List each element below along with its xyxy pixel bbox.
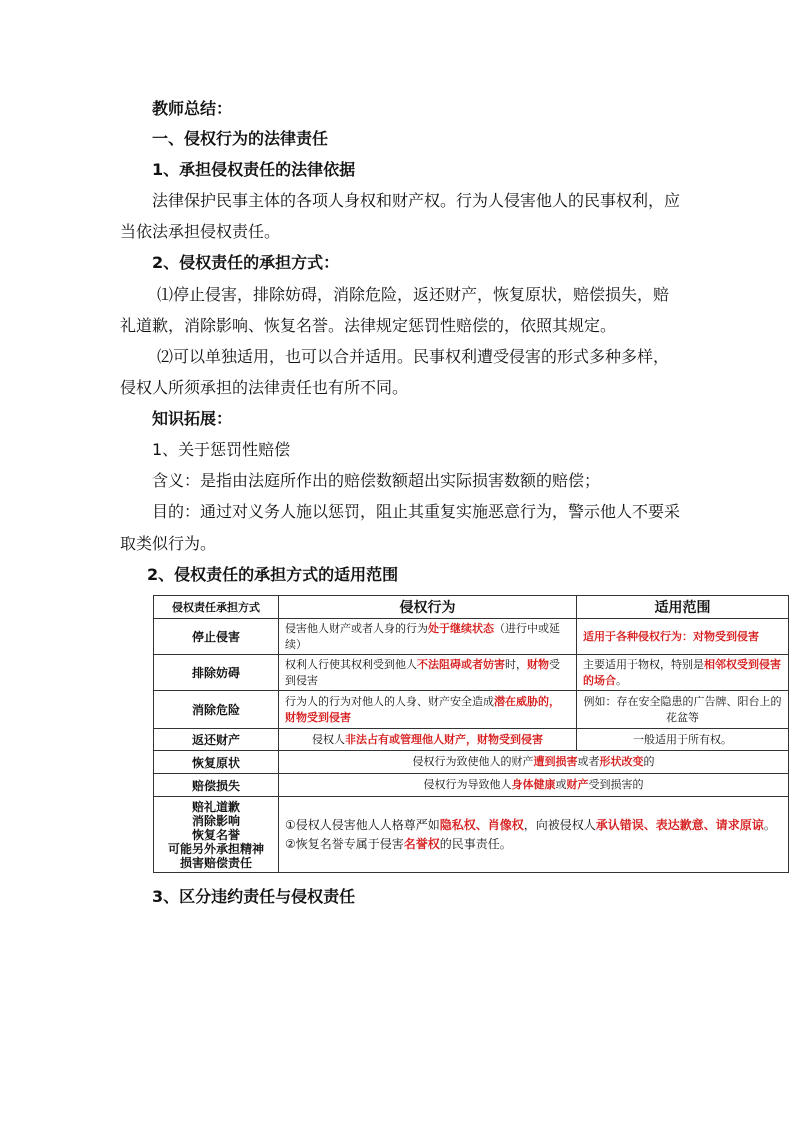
text-segment: 行为人的行为对他人的人身、财产安全造成 <box>285 694 494 708</box>
text-segment: 或 <box>555 778 567 791</box>
sub-heading-legal-basis: 1、承担侵权责任的法律依据 <box>152 160 356 179</box>
highlight-text: 遭到损害 <box>533 755 578 768</box>
highlight-text: 名誉权 <box>403 836 440 851</box>
label-line: 损害赔偿责任 <box>179 855 252 870</box>
act-cell <box>279 691 577 729</box>
highlight-text: 财产 <box>566 778 589 791</box>
text-segment: ，向被侵权人 <box>523 817 596 832</box>
paragraph-1-line-2: 当依法承担侵权责任。 <box>120 222 281 241</box>
text-segment: 。 <box>763 817 776 832</box>
label-line: 恢复名誉 <box>191 827 240 842</box>
text-segment: ②恢复名誉专属于侵害 <box>285 836 404 851</box>
merged-line-2 <box>285 835 782 854</box>
text-segment: 受到侵害 <box>285 657 560 687</box>
highlight-text: 形状改变 <box>599 755 644 768</box>
row-label: 消除危险 <box>154 691 279 729</box>
highlight-text: 非法占有或管理他人财产，财物受到侵害 <box>345 732 543 746</box>
extension-meaning: 含义：是指由法庭所作出的赔偿数额超出实际损害数额的赔偿； <box>152 471 601 490</box>
merged-cell <box>279 751 789 774</box>
section-heading-1: 一、侵权行为的法律责任 <box>152 129 329 148</box>
highlight-text: 相邻权受到侵害的场合 <box>583 657 781 687</box>
label-line: 赔礼道歉 <box>191 799 240 814</box>
highlight-text: 潜在威胁的，财物受到侵害 <box>285 694 560 724</box>
extension-item-1: 1、关于惩罚性赔偿 <box>152 440 291 459</box>
text-segment: 或者 <box>577 755 600 768</box>
text-segment: 的 <box>643 755 655 768</box>
header-method: 侵权责任承担方式 <box>154 596 279 619</box>
knowledge-extension-heading: 知识拓展： <box>152 409 233 428</box>
text-segment: ①侵权人侵害他人人格尊严如 <box>285 817 440 832</box>
liability-table <box>153 595 789 873</box>
paragraph-3-line-1: ⑵可以单独适用，也可以合并适用。民事权利遭受侵害的形式多种多样， <box>157 347 670 366</box>
highlight-text: 财物 <box>527 657 549 671</box>
text-segment: 的民事责任。 <box>439 836 512 851</box>
merged-line-1 <box>285 816 782 835</box>
text-segment: 一般适用于所有权。 <box>633 732 732 746</box>
label-line: 可能另外承担精神 <box>167 841 264 856</box>
act-cell <box>279 619 577 655</box>
table-row <box>154 729 789 751</box>
scope-cell <box>577 655 789 691</box>
extension-purpose-line-2: 取类似行为。 <box>120 534 217 553</box>
row-label: 停止侵害 <box>154 619 279 655</box>
sub-heading-methods: 2、侵权责任的承担方式： <box>152 253 340 272</box>
table-row <box>154 691 789 729</box>
text-segment: 例如：存在安全隐患的广告牌、阳台上的花盆等 <box>583 694 782 724</box>
table-header-row <box>154 596 789 619</box>
highlight-text: 不法阻碍或者妨害 <box>417 657 505 671</box>
highlight-text: 处于继续状态 <box>428 621 494 635</box>
paragraph-2-line-1: ⑴停止侵害，排除妨碍，消除危险，返还财产，恢复原状，赔偿损失，赔 <box>157 285 670 304</box>
text-segment: 侵害他人财产或者人身的行为 <box>285 621 428 635</box>
table-row <box>154 655 789 691</box>
highlight-text: 承认错误、表达歉意、请求原谅 <box>595 817 764 832</box>
text-segment: 时， <box>505 657 527 671</box>
label-line: 消除影响 <box>191 813 240 828</box>
row-label-multi <box>154 797 279 873</box>
row-label: 返还财产 <box>154 729 279 751</box>
text-segment: 受到损害的 <box>588 778 644 791</box>
text-segment: 主要适用于物权，特别是 <box>583 657 704 671</box>
paragraph-3-line-2: 侵权人所须承担的法律责任也有所不同。 <box>120 378 409 397</box>
scope-cell <box>577 729 789 751</box>
row-label: 排除妨碍 <box>154 655 279 691</box>
act-cell <box>279 655 577 691</box>
scope-cell <box>577 619 789 655</box>
header-act: 侵权行为 <box>279 596 577 619</box>
merged-cell <box>279 774 789 797</box>
text-segment: 。 <box>616 673 627 687</box>
highlight-text: 隐私权、肖像权 <box>439 817 524 832</box>
teacher-summary-heading: 教师总结： <box>152 99 233 118</box>
table-title: 2、侵权责任的承担方式的适用范围 <box>147 565 399 584</box>
paragraph-2-line-2: 礼道歉，消除影响、恢复名誉。法律规定惩罚性赔偿的，依照其规定。 <box>120 316 617 335</box>
merged-cell <box>279 797 789 873</box>
table-row <box>154 619 789 655</box>
text-segment: 侵权行为致使他人的财产 <box>412 755 534 768</box>
paragraph-1-line-1: 法律保护民事主体的各项人身权和财产权。行为人侵害他人的民事权利，应 <box>152 191 681 210</box>
scope-cell <box>577 691 789 729</box>
table-row <box>154 797 789 873</box>
text-segment: 权利人行使其权利受到他人 <box>285 657 417 671</box>
highlight-text: 适用于各种侵权行为：对物受到侵害 <box>583 629 759 643</box>
highlight-text: 身体健康 <box>511 778 556 791</box>
row-label: 赔偿损失 <box>154 774 279 797</box>
extension-purpose-line-1: 目的：通过对义务人施以惩罚，阻止其重复实施恶意行为，警示他人不要采 <box>152 502 681 521</box>
header-scope: 适用范围 <box>577 596 789 619</box>
text-segment: （进行中或延续） <box>285 621 560 651</box>
act-cell <box>279 729 577 751</box>
text-segment: 侵权行为导致他人 <box>423 778 512 791</box>
table-row <box>154 751 789 774</box>
table-row <box>154 774 789 797</box>
row-label: 恢复原状 <box>154 751 279 774</box>
section-heading-3: 3、区分违约责任与侵权责任 <box>152 887 356 906</box>
text-segment: 侵权人 <box>312 732 345 746</box>
